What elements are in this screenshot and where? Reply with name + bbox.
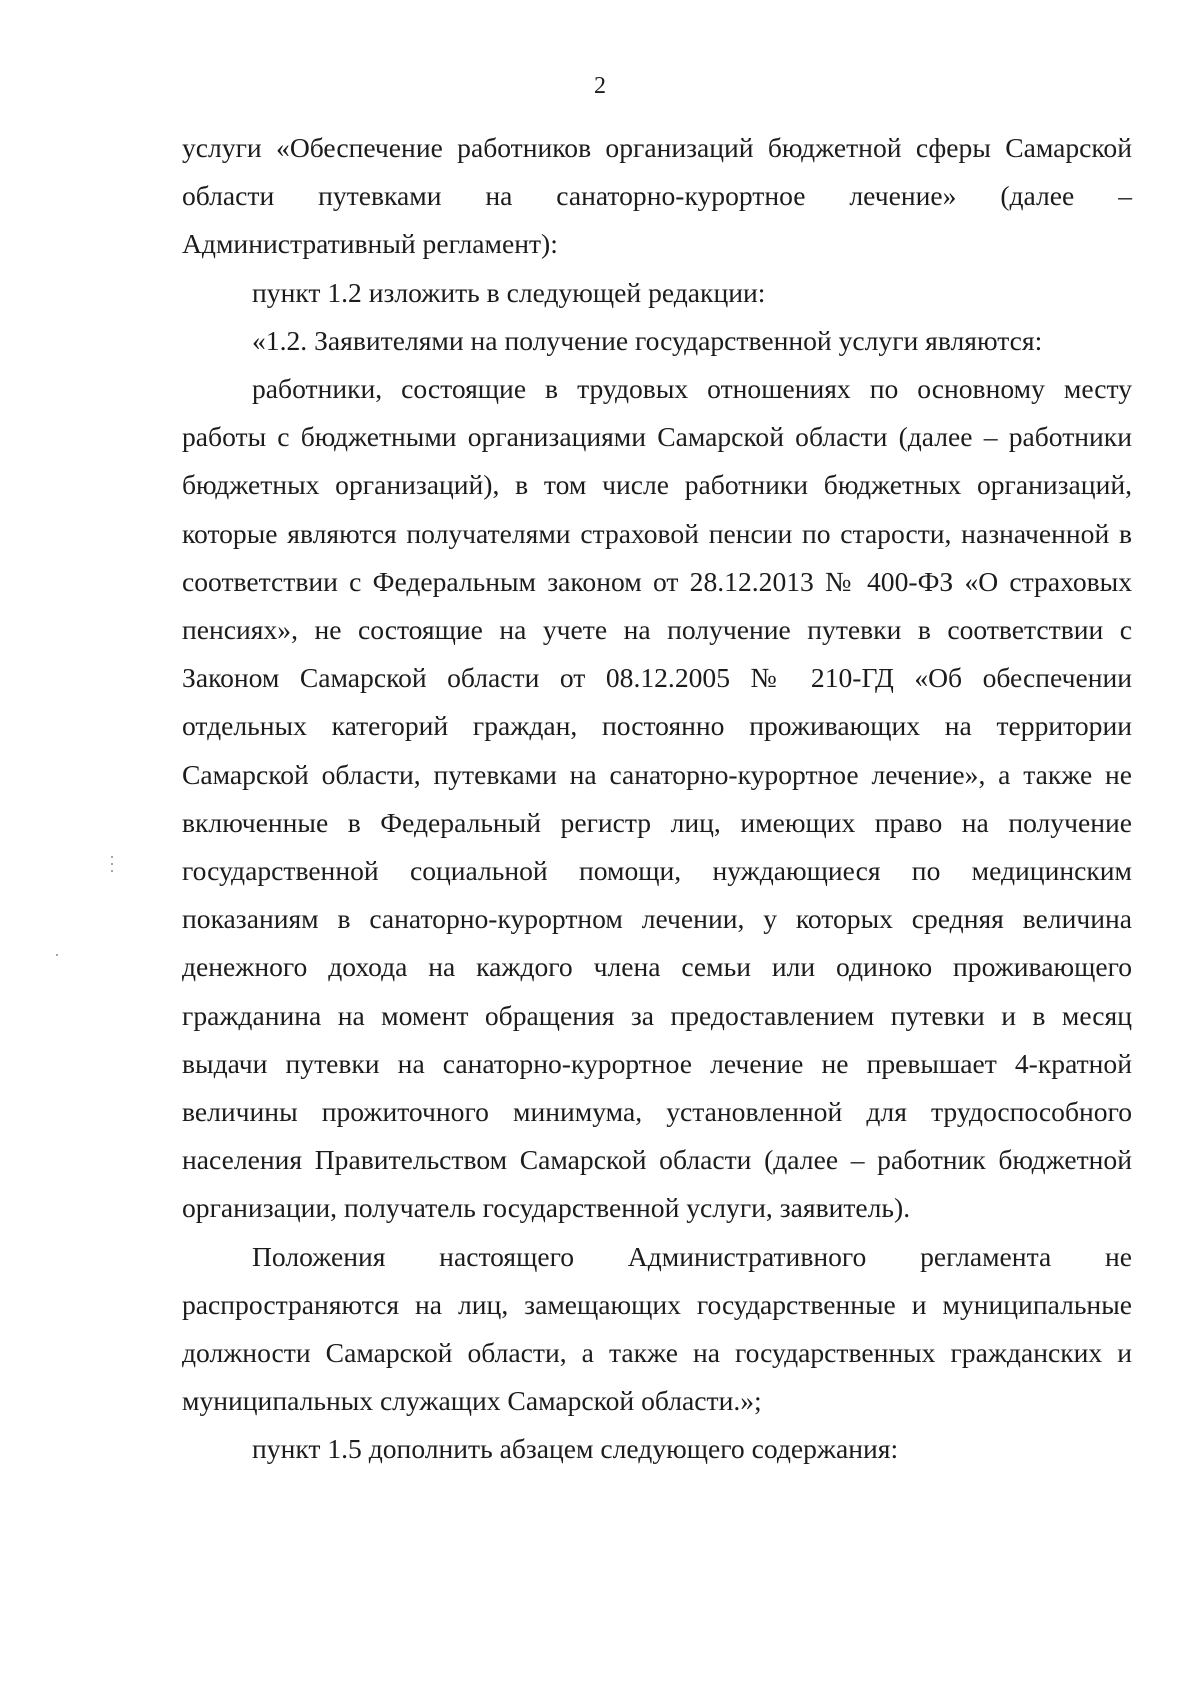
paragraph-exclusions: Положения настоящего Административного регламента не распространяются на лиц, замещающих государственные и муниципальные должности Самарской области, а также на государственных гражданских и муниципальных служащих Самарской области.»; (182, 1240, 1132, 1417)
paragraph-applicants: работники, состоящие в трудовых отношениях по основному месту работы с бюджетными организациями Самарской области (далее – работники бюджетных организаций), в том числе работники бюджетных организаций, которые являются получателями страховой пенсии по старости, назначенной в соответствии с Федеральным законом от 28.12.2013 № 400-ФЗ «О страховых пенсиях», не состоящие на учете на получение путевки в соответствии с Законом Самарской области от 08.12.2005 № 210-ГД «Об обеспечении отдельных категорий граждан, постоянно проживающих на территории Самарской области, путевками на санаторно-курортное лечение», а также не включенные в Федеральный регистр лиц, имеющих право на получение государственной социальной помощи, нуждающиеся по медицинским показаниям в санаторно-курортном лечении, у которых средняя величина денежного дохода на каждого члена семьи или одиноко проживающего гражданина на момент обращения за предоставлением путевки и в месяц выдачи путевки на санаторно-курортное лечение не превышает 4-кратной величины прожиточного минимума, установленной для трудоспособного населения Правительством Самарской области (далее – работник бюджетной организации, получатель государственной услуги, заявитель). (182, 373, 1132, 1224)
document-body (182, 124, 1132, 1474)
paragraph-continuation: услуги «Обеспечение работников организаций бюджетной сферы Самарской области путевками на санаторно-курортное лечение» (далее – Административный регламент): (182, 132, 1132, 260)
paragraph-clause-1-2: «1.2. Заявителями на получение государственной услуги являются: (252, 324, 1043, 356)
paragraph-amend-1-2: пункт 1.2 изложить в следующей редакции: (252, 276, 766, 308)
scan-specks (111, 856, 115, 966)
paragraph-amend-1-5: пункт 1.5 дополнить абзацем следующего содержания: (252, 1433, 899, 1465)
page-number: 2 (594, 73, 606, 99)
